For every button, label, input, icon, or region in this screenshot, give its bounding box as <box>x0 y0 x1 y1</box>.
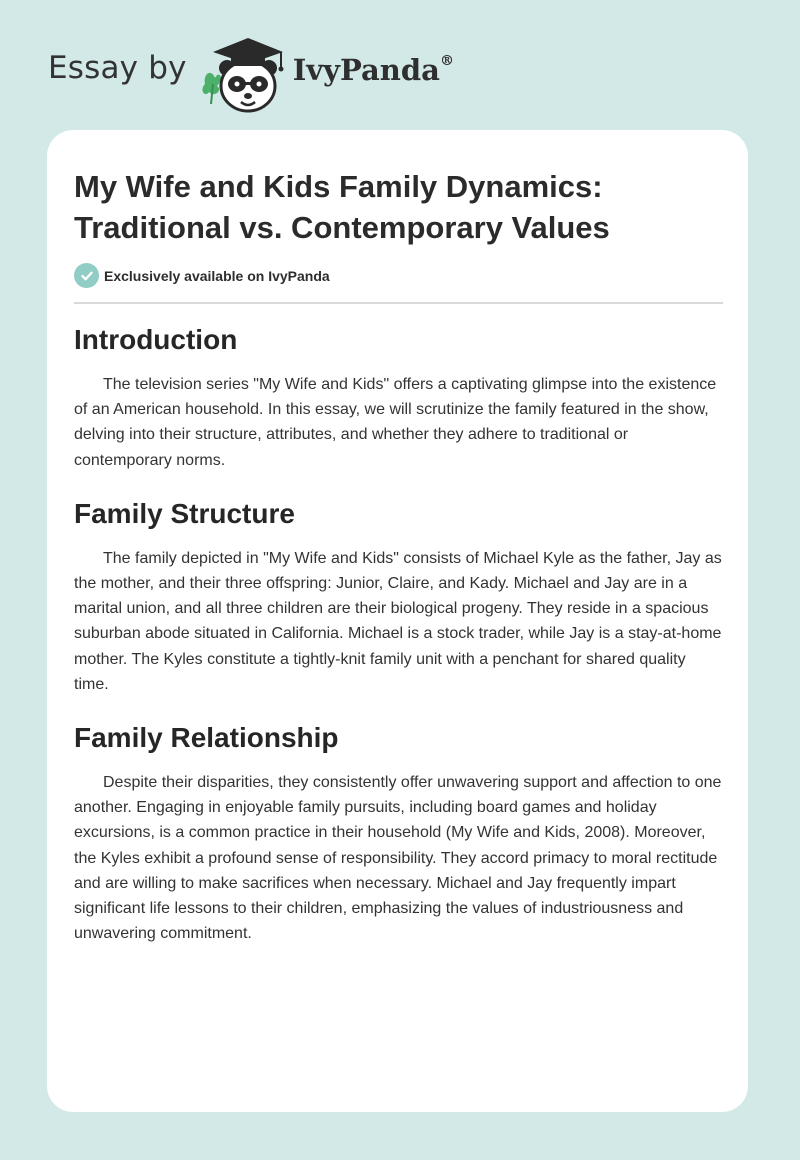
section-heading: Introduction <box>74 324 238 355</box>
essay-body <box>74 320 724 967</box>
exclusive-badge <box>74 263 330 288</box>
section-paragraph: Despite their disparities, they consistently offer unwavering support and affection to one another. Engaging in enjoyable family pursuits, including board games and holiday excursions, is a common practice in their household (My Wife and Kids, 2008). Moreover, the Kyles exhibit a profound sense of responsibility. They accord primacy to moral rectitude and are willing to make sacrifices when necessary. Michael and Jay frequently impart significant life lessons to their children, emphasizing the values of industriousness and unwavering commitment. <box>74 774 722 943</box>
section-family-relationship <box>74 718 724 946</box>
section-paragraph: The television series "My Wife and Kids" offers a captivating glimpse into the existence of an American household. In this essay, we will scrutinize the family featured in the show, delving into their structure, attributes, and whether they adhere to traditional or contemporary norms. <box>74 376 717 469</box>
essay-card <box>47 130 748 1112</box>
divider <box>74 302 723 304</box>
section-heading: Family Structure <box>74 497 295 529</box>
essay-by-label: Essay by <box>48 50 187 86</box>
section-heading: Family Relationship <box>74 722 339 754</box>
section-introduction <box>74 320 724 473</box>
panda-graduate-logo-icon[interactable] <box>199 34 291 114</box>
section-family-structure <box>74 494 724 697</box>
exclusive-label: Exclusively available on IvyPanda <box>104 267 330 284</box>
essay-title: My Wife and Kids Family Dynamics: Traditional vs. Contemporary Values <box>74 169 610 245</box>
registered-mark: ® <box>439 53 454 70</box>
site-header <box>48 32 454 112</box>
check-circle-icon <box>74 263 99 288</box>
brand-name[interactable]: IvyPanda® <box>292 53 454 87</box>
section-paragraph: The family depicted in "My Wife and Kids" consists of Michael Kyle as the father, Jay as the mother, and their three offspring: Junior, Claire, and Kady. Michael and Jay are in a marital union, and all three children are their biological progeny. They reside in a spacious suburban abode situated in California. Michael is a stock trader, while Jay is a stay-at-home mother. The Kyles constitute a tightly-knit family unit with a penchant for shared quality time. <box>74 549 722 693</box>
